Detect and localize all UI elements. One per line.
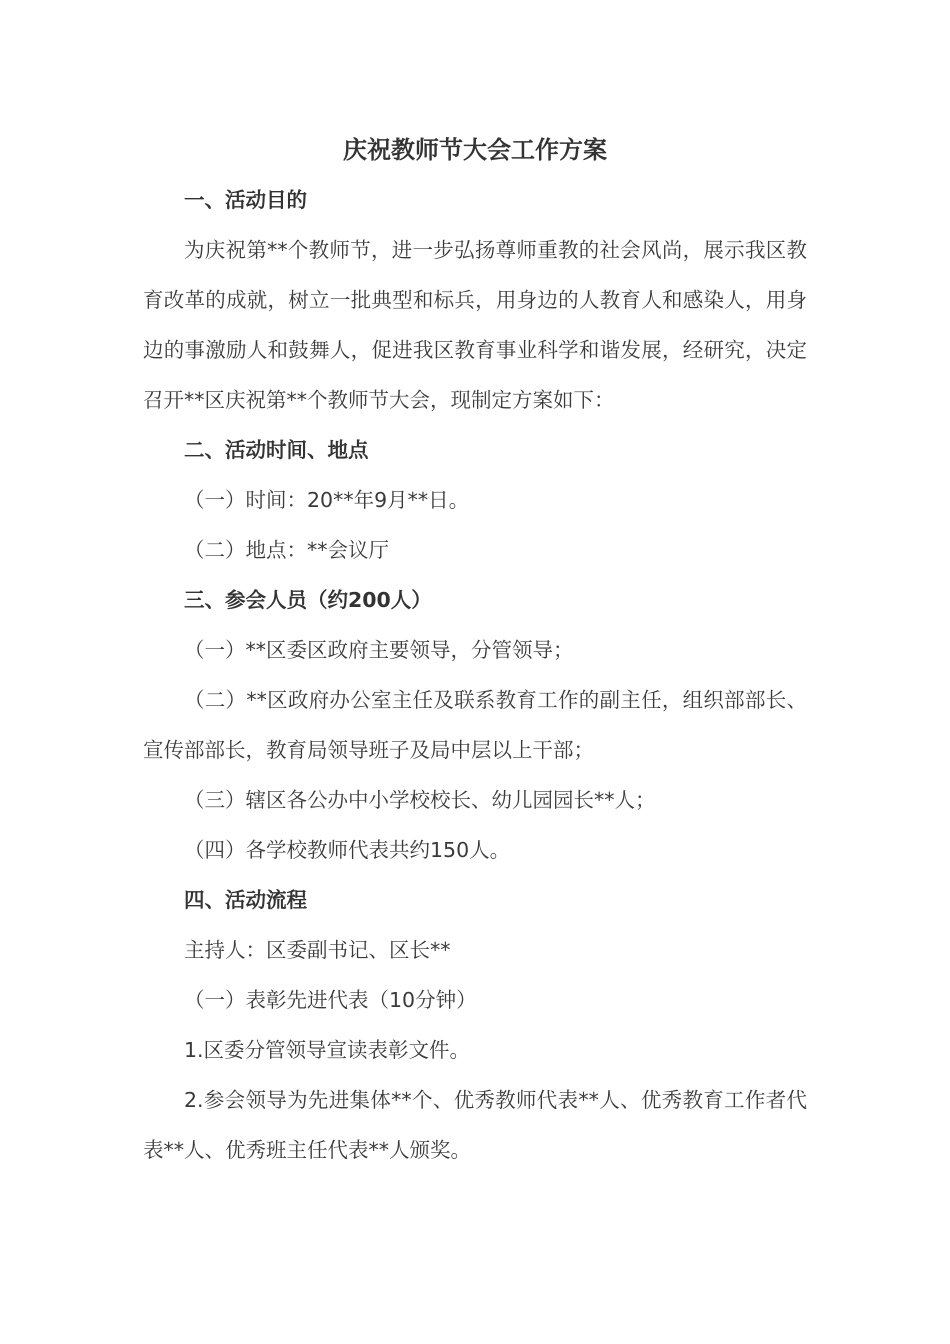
section-heading-process: 四、活动流程 bbox=[184, 888, 307, 912]
process-item: （一）表彰先进代表（10分钟） bbox=[184, 988, 477, 1012]
process-step: 1.区委分管领导宣读表彰文件。 bbox=[184, 1038, 471, 1062]
host-line: 主持人：区委副书记、区长** bbox=[184, 938, 451, 962]
purpose-paragraph: 为庆祝第**个教师节，进一步弘扬尊师重教的社会风尚，展示我区教育改革的成就，树立一批典型和标兵，用身边的人教育人和感染人，用身边的事激励人和鼓舞人，促进我区教育事业科学和谐发展，经研究，决定召开**区庆祝第**个教师节大会，现制定方案如下： bbox=[143, 238, 807, 412]
attendee-item: （四）各学校教师代表共约150人。 bbox=[184, 838, 511, 862]
section-heading-attendees: 三、参会人员（约200人） bbox=[184, 588, 432, 612]
section-heading-time-place: 二、活动时间、地点 bbox=[184, 438, 369, 462]
section-heading-purpose: 一、活动目的 bbox=[184, 188, 307, 212]
time-item: （一）时间：20**年9月**日。 bbox=[184, 488, 470, 512]
attendee-item: （二）**区政府办公室主任及联系教育工作的副主任，组织部部长、宣传部部长，教育局领导班子及局中层以上干部； bbox=[143, 688, 807, 762]
process-step: 2.参会领导为先进集体**个、优秀教师代表**人、优秀教育工作者代表**人、优秀班主任代表**人颁奖。 bbox=[143, 1088, 807, 1162]
attendee-item: （一）**区委区政府主要领导，分管领导； bbox=[184, 638, 574, 662]
attendee-item: （三）辖区各公办中小学校校长、幼儿园园长**人； bbox=[184, 788, 656, 812]
document-title: 庆祝教师节大会工作方案 bbox=[343, 136, 607, 164]
place-item: （二）地点：**会议厅 bbox=[184, 538, 389, 562]
document-body bbox=[143, 175, 807, 1175]
